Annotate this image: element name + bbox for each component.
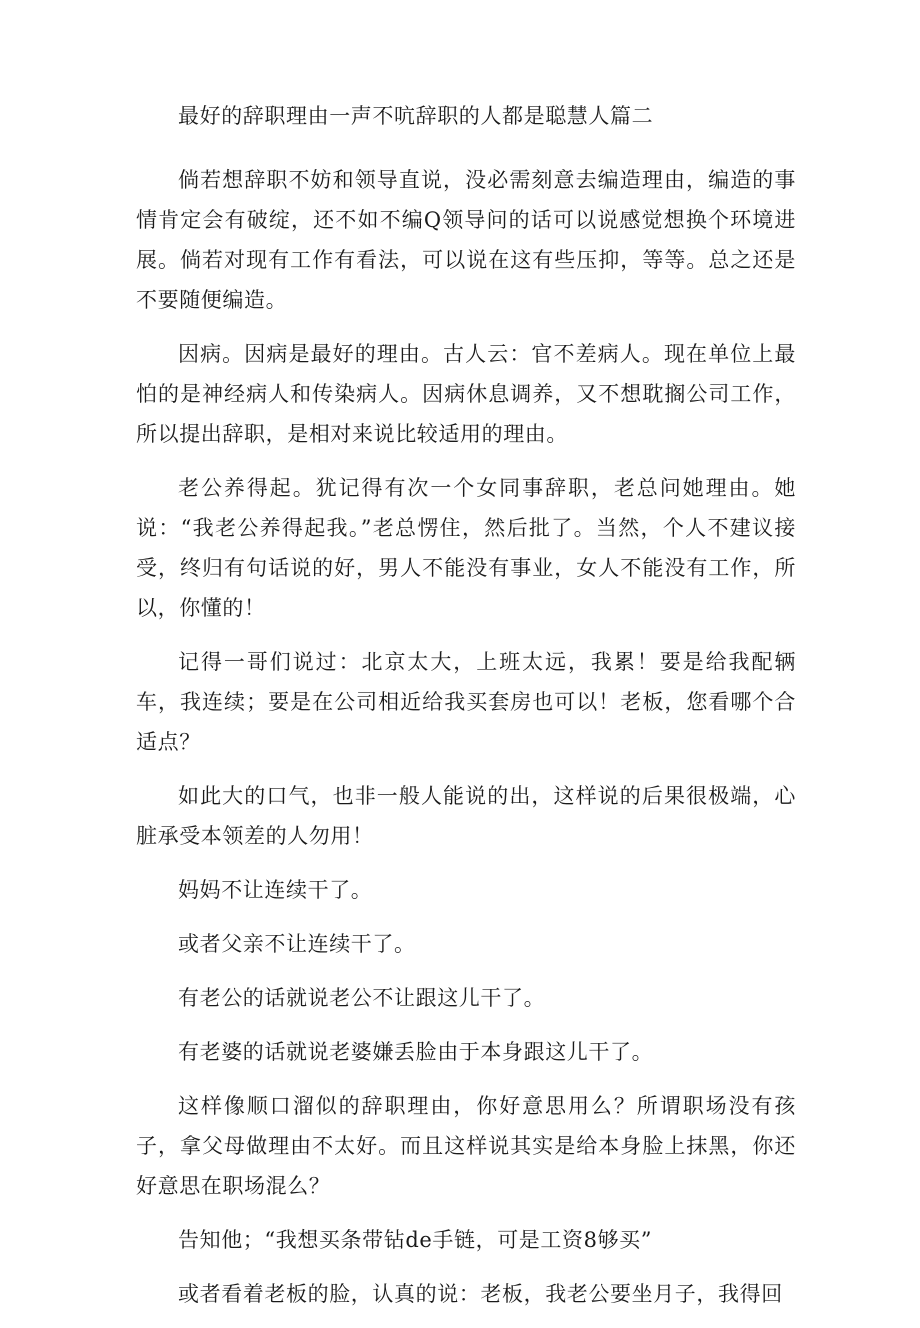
paragraph-6: 妈妈不让连续干了。 [178,878,373,902]
paragraph-1: 倘若想辞职不妨和领导直说，没必需刻意去编造理由，编造的事情肯定会有破绽，还不如不编Q领导问的话可以说感觉想换个环境进展。倘若对现有工作有看法，可以说在这有些压抑，等等。总之还是不要随便编造。 [136,168,796,312]
document-title: 最好的辞职理由一声不吭辞职的人都是聪慧人篇二 [178,104,654,128]
paragraph-7: 或者父亲不让连续干了。 [178,932,416,956]
paragraph-10: 这样像顺口溜似的辞职理由，你好意思用么？所谓职场没有孩子，拿父母做理由不太好。而且这样说其实是给本身脸上抹黑，你还好意思在职场混么？ [136,1094,796,1198]
paragraph-3: 老公养得起。犹记得有次一个女同事辞职，老总问她理由。她说：“我老公养得起我。”老总愣住，然后批了。当然，个人不建议接受，终归有句话说的好，男人不能没有事业，女人不能没有工作，所以，你懂的！ [136,476,796,620]
paragraph-8: 有老公的话就说老公不让跟这儿干了。 [178,986,546,1010]
paragraph-5: 如此大的口气，也非一般人能说的出，这样说的后果很极端，心脏承受本领差的人勿用！ [136,784,796,848]
document-body [136,96,796,1328]
paragraph-9: 有老婆的话就说老婆嫌丢脸由于本身跟这儿干了。 [178,1040,654,1064]
paragraph-2: 因病。因病是最好的理由。古人云：官不差病人。现在单位上最怕的是神经病人和传染病人。因病休息调养，又不想耽搁公司工作，所以提出辞职，是相对来说比较适用的理由。 [136,342,796,446]
paragraph-12: 或者看着老板的脸，认真的说：老板，我老公要坐月子，我得回 [178,1282,783,1306]
paragraph-4: 记得一哥们说过：北京太大，上班太远，我累！要是给我配辆车，我连续；要是在公司相近给我买套房也可以！老板，您看哪个合适点？ [136,650,796,754]
paragraph-11: 告知他；“我想买条带钻de手链，可是工资8够买” [178,1228,653,1252]
